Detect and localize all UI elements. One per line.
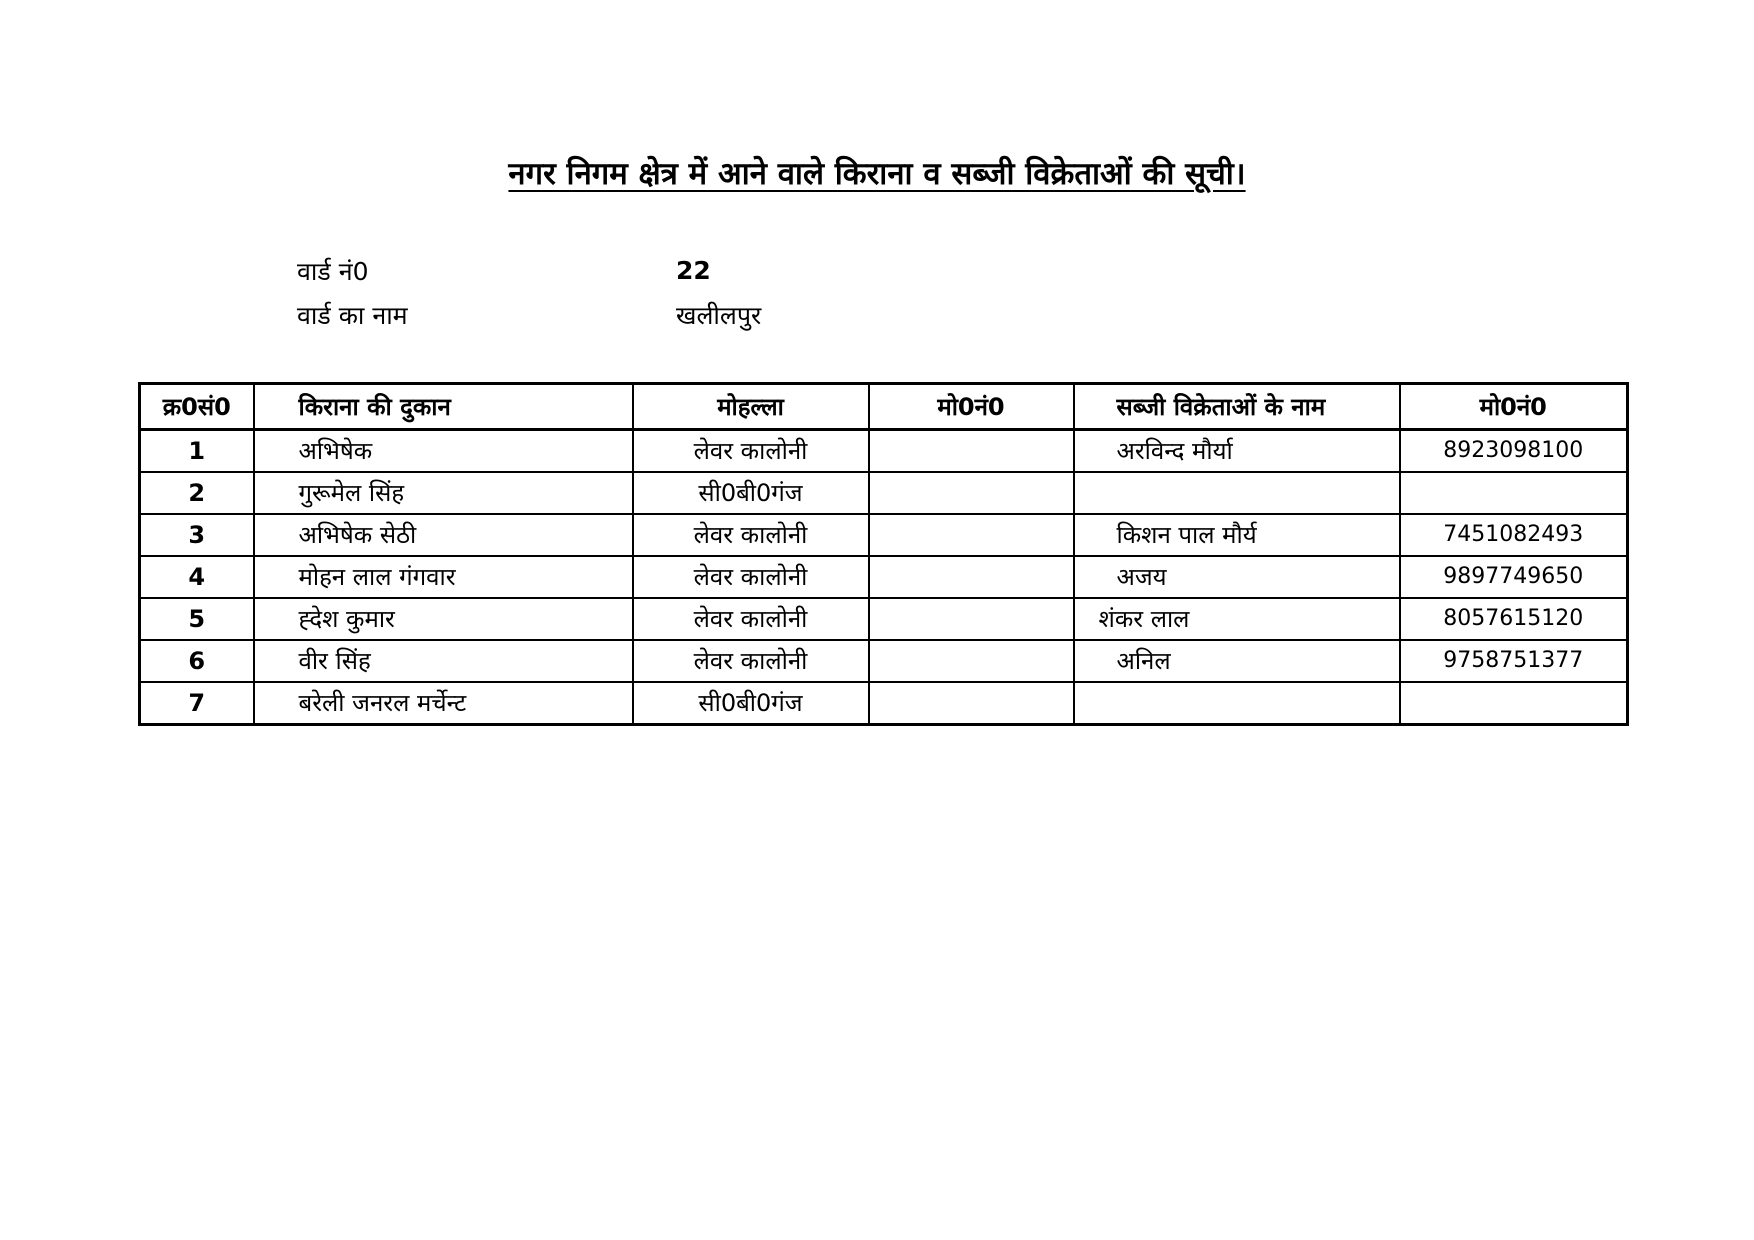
table-row [140,472,1628,514]
cell-grocery-shop: अभिषेक सेठी [254,514,633,556]
cell-vendor-mobile [1400,472,1628,514]
table-header [140,384,1628,430]
table-row [140,682,1628,725]
cell-serial-number: 1 [140,430,254,473]
table-row [140,598,1628,640]
table-row [140,556,1628,598]
cell-vegetable-vendor: अजय [1074,556,1400,598]
table-row [140,430,1628,473]
header-shop-mobile: मो0नं0 [869,384,1074,430]
cell-shop-mobile [869,472,1074,514]
cell-locality: सी0बी0गंज [633,682,869,725]
cell-vegetable-vendor [1074,682,1400,725]
cell-grocery-shop: अभिषेक [254,430,633,473]
cell-grocery-shop: मोहन लाल गंगवार [254,556,633,598]
cell-grocery-shop: वीर सिंह [254,640,633,682]
cell-grocery-shop: ह्देश कुमार [254,598,633,640]
cell-vendor-mobile: 9897749650 [1400,556,1628,598]
cell-locality: लेवर कालोनी [633,514,869,556]
table-header-row [140,384,1628,430]
header-vegetable-vendor: सब्जी विक्रेताओं के नाम [1074,384,1400,430]
header-locality: मोहल्ला [633,384,869,430]
cell-vendor-mobile: 8923098100 [1400,430,1628,473]
cell-serial-number: 2 [140,472,254,514]
table-body [140,430,1628,725]
header-grocery-shop: किराना की दुकान [254,384,633,430]
table-row [140,640,1628,682]
cell-vegetable-vendor: किशन पाल मौर्य [1074,514,1400,556]
cell-shop-mobile [869,430,1074,473]
cell-shop-mobile [869,682,1074,725]
cell-vendor-mobile: 7451082493 [1400,514,1628,556]
cell-vegetable-vendor: अरविन्द मौर्या [1074,430,1400,473]
cell-shop-mobile [869,514,1074,556]
header-serial-number: क्र0सं0 [140,384,254,430]
cell-shop-mobile [869,640,1074,682]
cell-serial-number: 7 [140,682,254,725]
cell-locality: लेवर कालोनी [633,598,869,640]
cell-serial-number: 4 [140,556,254,598]
cell-vendor-mobile: 8057615120 [1400,598,1628,640]
cell-locality: लेवर कालोनी [633,430,869,473]
cell-serial-number: 6 [140,640,254,682]
table-row [140,514,1628,556]
page-title [0,152,1754,194]
cell-shop-mobile [869,556,1074,598]
cell-vegetable-vendor [1074,472,1400,514]
ward-number-value: 22 [676,256,711,285]
cell-locality: सी0बी0गंज [633,472,869,514]
vendor-table [138,382,1629,726]
cell-vendor-mobile: 9758751377 [1400,640,1628,682]
ward-name-value: खलीलपुर [676,301,762,330]
cell-vegetable-vendor: अनिल [1074,640,1400,682]
cell-grocery-shop: बरेली जनरल मर्चेन्ट [254,682,633,725]
ward-number-label: वार्ड नं0 [297,257,369,286]
cell-vegetable-vendor: शंकर लाल [1074,598,1400,640]
header-vendor-mobile: मो0नं0 [1400,384,1628,430]
cell-serial-number: 5 [140,598,254,640]
page-title-text: नगर निगम क्षेत्र में आने वाले किराना व सब्जी विक्रेताओं की सूची। [508,156,1246,192]
cell-serial-number: 3 [140,514,254,556]
ward-name-label: वार्ड का नाम [297,301,408,330]
cell-locality: लेवर कालोनी [633,640,869,682]
cell-grocery-shop: गुरूमेल सिंह [254,472,633,514]
cell-shop-mobile [869,598,1074,640]
cell-vendor-mobile [1400,682,1628,725]
cell-locality: लेवर कालोनी [633,556,869,598]
